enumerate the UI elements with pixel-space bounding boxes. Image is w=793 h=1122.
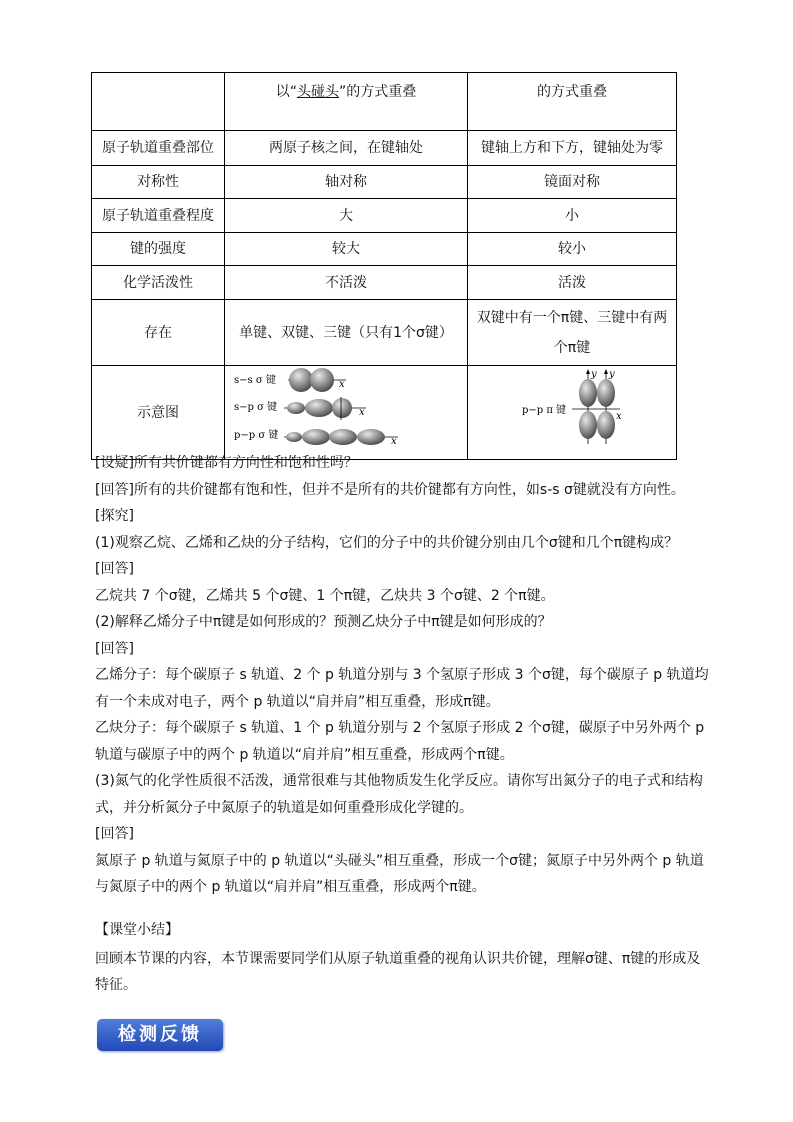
axis-y-label: y xyxy=(608,369,615,380)
row-label: 对称性 xyxy=(92,166,225,199)
sigma-cell: 较大 xyxy=(225,233,468,266)
pp-pi-label: p−p π 键 xyxy=(521,405,566,416)
pi-diagram-cell xyxy=(468,366,677,460)
s-p-sigma-illustration xyxy=(234,397,366,420)
sigma-cell: 大 xyxy=(225,199,468,233)
question-text: (3)氮气的化学性质很不活泼，通常很难与其他物质发生化学反应。请你写出氮分子的电子式和结构式，并分析氮分子中氮原子的轨道是如何重叠形成化学键的。 xyxy=(95,773,703,816)
axis-y-label: y xyxy=(590,369,597,380)
row-label: 化学活泼性 xyxy=(92,266,225,300)
row-label: 原子轨道重叠部位 xyxy=(92,131,225,166)
axis-x-label: x xyxy=(391,436,397,447)
pi-bond-diagram xyxy=(470,366,675,450)
pi-cell: 活泼 xyxy=(468,266,677,300)
pp-sigma-label: p−p σ 键 xyxy=(234,430,279,441)
answer-text: [回答]所有的共价键都有饱和性，但并不是所有的共价键都有方向性，如s-s σ键就没有方向性。 xyxy=(95,481,685,498)
table-row xyxy=(92,199,677,233)
pi-cell: 键轴上方和下方，键轴处为零 xyxy=(468,131,677,166)
section-label: [探究] xyxy=(95,508,134,524)
diagram-row xyxy=(92,366,677,460)
pi-cell: 双键中有一个π键、三键中有两个π键 xyxy=(468,300,677,366)
header-empty-cell xyxy=(92,73,225,131)
row-label: 键的强度 xyxy=(92,233,225,266)
pi-cell: 小 xyxy=(468,199,677,233)
table-row xyxy=(92,131,677,166)
row-label: 原子轨道重叠程度 xyxy=(92,199,225,233)
header-sigma: 以“头碰头”的方式重叠 xyxy=(225,73,468,131)
pi-cell: 镜面对称 xyxy=(468,166,677,199)
table-row xyxy=(92,266,677,300)
answer-text: 乙烯分子：每个碳原子 s 轨道、2 个 p 轨道分别与 3 个氢原子形成 3 个σ键，每个碳原子 p 轨道均有一个未成对电子，两个 p 轨道以“肩并肩”相互重叠，形成π键。 xyxy=(95,667,709,710)
section-label: [回答] xyxy=(95,640,134,657)
sigma-diagram-cell xyxy=(225,366,468,460)
section-label: [回答] xyxy=(95,561,134,577)
sigma-cell: 轴对称 xyxy=(225,166,468,199)
table-row xyxy=(92,300,677,366)
class-summary xyxy=(95,917,710,999)
pi-cell: 较小 xyxy=(468,233,677,266)
header-pi: 的方式重叠 xyxy=(468,73,677,131)
table-row xyxy=(92,166,677,199)
ss-sigma-label: s−s σ 键 xyxy=(234,375,276,386)
answer-text: 乙烷共 7 个σ键，乙烯共 5 个σ键、1 个π键，乙炔共 3 个σ键、2 个π键。 xyxy=(95,587,555,604)
axis-x-label: x xyxy=(359,407,365,418)
row-label: 存在 xyxy=(92,300,225,366)
s-s-sigma-illustration xyxy=(234,368,346,392)
sigma-cell: 单键、双键、三键（只有1个σ键） xyxy=(225,300,468,366)
question-text: (1)观察乙烷、乙烯和乙炔的分子结构，它们的分子中的共价键分别由几个σ键和几个π键构成？ xyxy=(95,534,679,551)
discussion-text xyxy=(95,450,710,901)
table-row xyxy=(92,233,677,266)
summary-title: 【课堂小结】 xyxy=(95,922,179,938)
comparison-table xyxy=(91,72,677,460)
summary-body: 回顾本节课的内容，本节课需要同学们从原子轨道重叠的视角认识共价键，理解σ键、π键的形成及特征。 xyxy=(95,950,701,993)
question-text: [设疑]所有共价键都有方向性和饱和性吗？ xyxy=(95,455,358,471)
table-header-row xyxy=(92,73,677,131)
p-p-sigma-illustration xyxy=(234,428,398,447)
answer-text: 乙炔分子：每个碳原子 s 轨道、1 个 p 轨道分别与 2 个氢原子形成 2 个σ键，碳原子中另外两个 p 轨道与碳原子中的两个 p 轨道以“肩并肩”相互重叠，形成两个π键。 xyxy=(95,720,705,763)
test-feedback-badge: 检测反馈 xyxy=(97,1019,223,1051)
row-label: 示意图 xyxy=(92,366,225,460)
axis-x-label: x xyxy=(339,379,345,390)
question-text: (2)解释乙烯分子中π键是如何形成的？预测乙炔分子中π键是如何形成的？ xyxy=(95,614,552,630)
sp-sigma-label: s−p σ 键 xyxy=(234,402,278,413)
sigma-bond-diagram xyxy=(226,366,466,450)
section-label: [回答] xyxy=(95,826,134,842)
sigma-cell: 两原子核之间，在键轴处 xyxy=(225,131,468,166)
answer-text: 氮原子 p 轨道与氮原子中的 p 轨道以“头碰头”相互重叠，形成一个σ键；氮原子中另外两个 p 轨道与氮原子中的两个 p 轨道以“肩并肩”相互重叠，形成两个π键。 xyxy=(95,852,704,895)
sigma-cell: 不活泼 xyxy=(225,266,468,300)
axis-x-label: x xyxy=(615,411,622,422)
